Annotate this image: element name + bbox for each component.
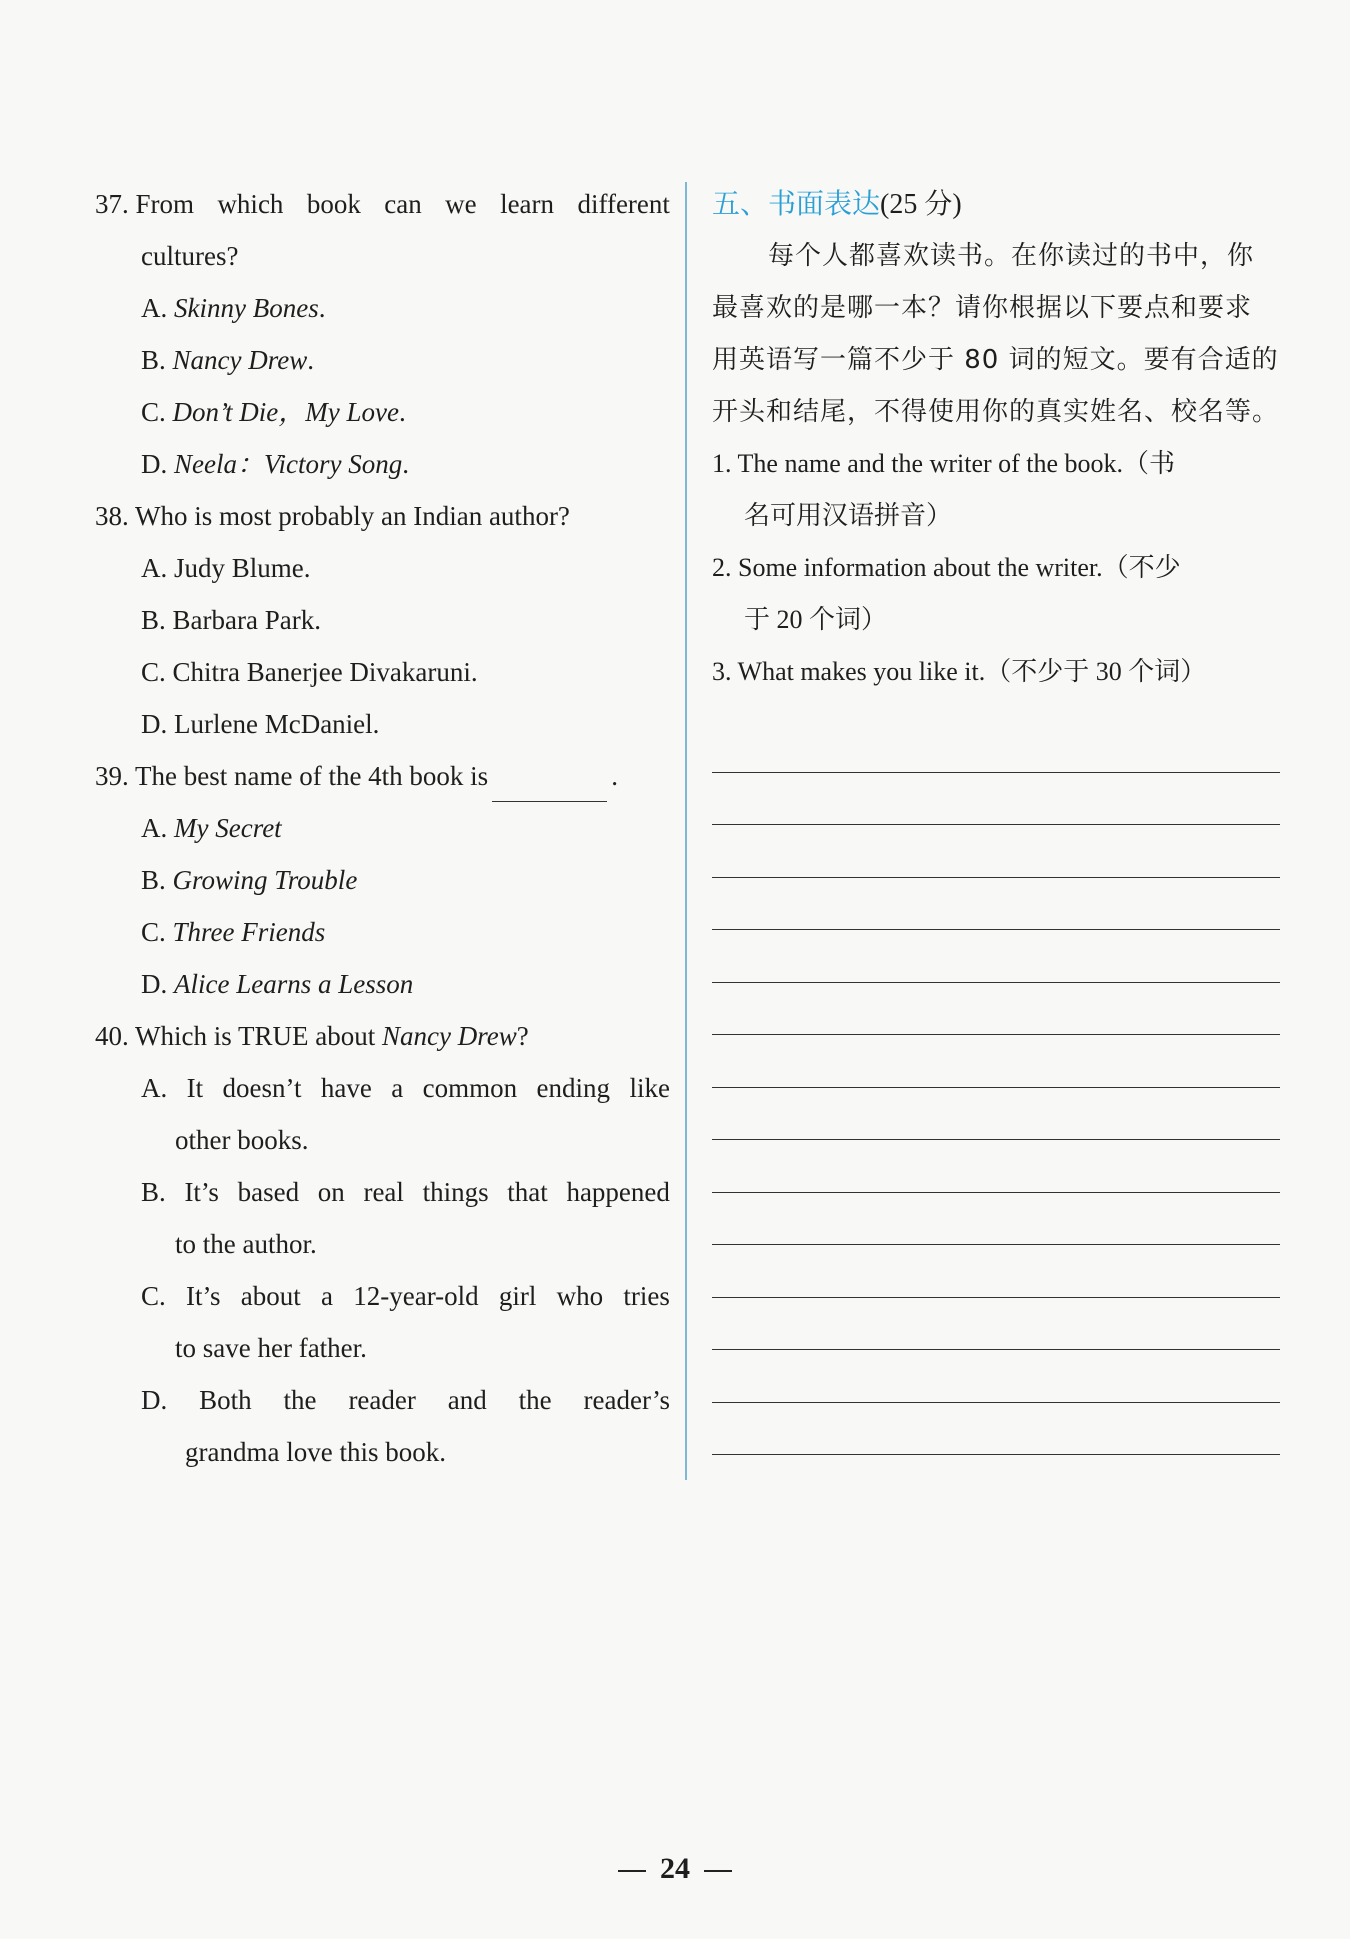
option-word: reader [348, 1385, 416, 1415]
question-40-option-a [141, 1062, 670, 1114]
question-38-stem: 38. Who is most probably an Indian author? [95, 501, 570, 531]
writing-section-column [712, 178, 1284, 1455]
dash-right [704, 1870, 732, 1872]
writing-line[interactable] [712, 773, 1280, 826]
option-word: doesn’t [222, 1073, 302, 1103]
writing-line[interactable] [712, 1193, 1280, 1246]
option-word: tries [623, 1281, 670, 1311]
stem-word: book [306, 189, 361, 219]
option-word: D. [141, 1385, 168, 1415]
question-38-option-b: B. Barbara Park. [141, 605, 321, 635]
writing-line[interactable] [712, 1245, 1280, 1298]
writing-line[interactable] [712, 983, 1280, 1036]
writing-line[interactable] [712, 1088, 1280, 1141]
question-37-option-a: A. Skinny Bones. [141, 293, 326, 323]
question-39-option-a: A. My Secret [141, 813, 282, 843]
writing-line[interactable] [712, 878, 1280, 931]
option-word: things [422, 1177, 489, 1207]
option-word: about [240, 1281, 301, 1311]
column-divider [685, 182, 687, 1480]
option-word: like [629, 1073, 670, 1103]
question-40-option-d [141, 1374, 670, 1426]
option-word: based [237, 1177, 300, 1207]
answer-writing-area[interactable] [712, 720, 1284, 1455]
option-word: It’s [184, 1177, 219, 1207]
option-word: who [556, 1281, 604, 1311]
instruction-line: 每个人都喜欢读书。在你读过的书中，你 [768, 241, 1255, 271]
writing-line[interactable] [712, 1140, 1280, 1193]
stem-word: learn [500, 189, 555, 219]
writing-line[interactable] [712, 1350, 1280, 1403]
instruction-line: 用英语写一篇不少于 80 词的短文。要有合适的 [712, 345, 1279, 375]
option-word: and [447, 1385, 487, 1415]
option-word: reader’s [583, 1385, 670, 1415]
option-word: the [518, 1385, 552, 1415]
question-39-option-c: C. Three Friends [141, 917, 326, 947]
option-word: the [283, 1385, 317, 1415]
option-word: ending [536, 1073, 611, 1103]
option-word: B. [141, 1177, 166, 1207]
stem-word: different [577, 189, 670, 219]
writing-point-3: 3. What makes you like it.（不少于 30 个词） [712, 657, 1207, 686]
option-word: C. [141, 1281, 166, 1311]
answer-blank[interactable] [492, 771, 607, 802]
option-word: a [321, 1281, 334, 1311]
question-38-option-d: D. Lurlene McDaniel. [141, 709, 380, 739]
question-40-option-c-cont: to save her father. [175, 1333, 367, 1363]
writing-line[interactable] [712, 825, 1280, 878]
question-39-option-b: B. Growing Trouble [141, 865, 358, 895]
question-37-option-c: C. Don’t Die，My Love. [141, 397, 406, 427]
reading-questions-column [95, 178, 670, 1478]
writing-point-2: 2. Some information about the writer.（不少 [712, 553, 1181, 582]
question-39-stem: 39. The best name of the 4th book is . [95, 750, 670, 802]
question-37-option-b: B. Nancy Drew. [141, 345, 314, 375]
question-37-option-d: D. Neela：Victory Song. [141, 449, 409, 479]
option-word: common [422, 1073, 518, 1103]
writing-line[interactable] [712, 720, 1280, 773]
question-40-option-a-cont: other books. [175, 1125, 309, 1155]
stem-word: can [384, 189, 422, 219]
stem-word: 37. From [95, 189, 195, 219]
page-number: 24 [0, 1852, 1350, 1886]
question-40-option-d-cont: grandma love this book. [185, 1437, 446, 1467]
instruction-line: 最喜欢的是哪一本？请你根据以下要点和要求 [712, 293, 1253, 323]
question-37-stem [95, 178, 670, 230]
option-word: have [320, 1073, 372, 1103]
question-40-option-b-cont: to the author. [175, 1229, 317, 1259]
option-word: It [186, 1073, 204, 1103]
option-word: 12-year-old [353, 1281, 479, 1311]
option-word: a [391, 1073, 404, 1103]
dash-left [618, 1870, 646, 1872]
section-title: 五、书面表达(25 分) [712, 187, 962, 220]
option-word: Both [199, 1385, 252, 1415]
writing-line[interactable] [712, 1035, 1280, 1088]
option-word: A. [141, 1073, 168, 1103]
writing-line[interactable] [712, 1403, 1280, 1456]
writing-point-2-cont: 于 20 个词） [744, 605, 888, 634]
option-word: on [317, 1177, 345, 1207]
option-word: It’s [186, 1281, 221, 1311]
question-38-option-a: A. Judy Blume. [141, 553, 311, 583]
question-39-option-d: D. Alice Learns a Lesson [141, 969, 414, 999]
writing-line[interactable] [712, 930, 1280, 983]
writing-line[interactable] [712, 1298, 1280, 1351]
question-40-stem: 40. Which is TRUE about Nancy Drew? [95, 1021, 529, 1051]
option-word: girl [498, 1281, 537, 1311]
question-40-option-b [141, 1166, 670, 1218]
option-word: happened [566, 1177, 670, 1207]
option-word: that [507, 1177, 548, 1207]
stem-word: which [217, 189, 284, 219]
stem-word: we [445, 189, 477, 219]
option-word: real [363, 1177, 404, 1207]
writing-point-1-cont: 名可用汉语拼音） [744, 501, 953, 530]
instruction-line: 开头和结尾，不得使用你的真实姓名、校名等。 [712, 397, 1280, 427]
question-37-stem-cont: cultures? [141, 241, 239, 271]
question-38-option-c: C. Chitra Banerjee Divakaruni. [141, 657, 478, 687]
question-40-option-c [141, 1270, 670, 1322]
writing-point-1: 1. The name and the writer of the book.（书 [712, 449, 1176, 478]
